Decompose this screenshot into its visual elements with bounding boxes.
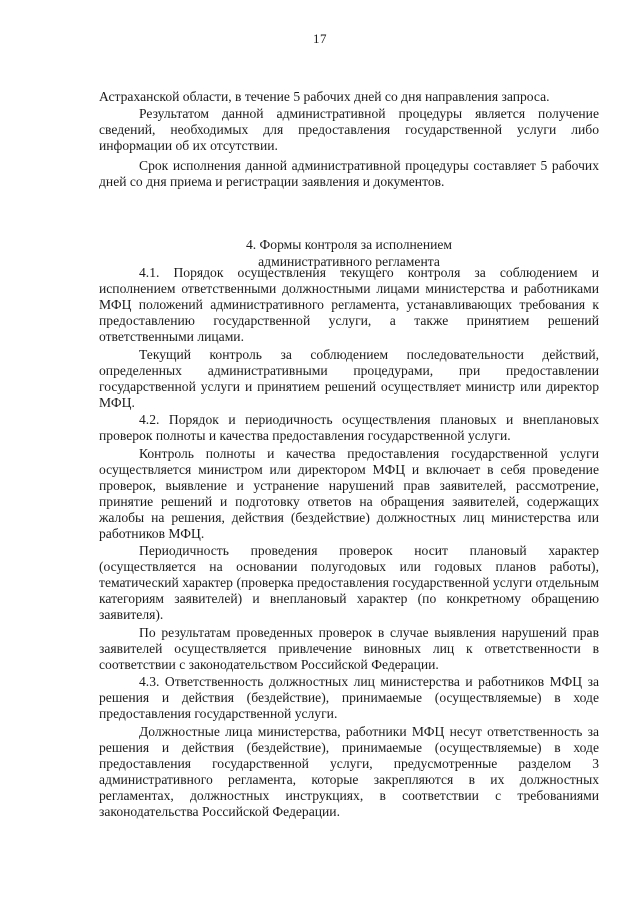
paragraph-4-1: 4.1. Порядок осуществления текущего контроля за соблюдением и исполнением ответственными должностными лицами министерства и работниками МФЦ положений административного регламента, устанавливающих требования к предоставлению государственной услуги, а также принятием решений ответственными лицами. (99, 265, 599, 344)
section-heading-line-2: административного регламента (258, 254, 440, 269)
paragraph-officials-responsibility: Должностные лица министерства, работники МФЦ несут ответственность за решения и действия (бездействие), принимаемые (осуществляемые) в ходе предоставления государственной услуги, предусмотренные разделом 3 административного регламента, которые закрепляются в их должностных регламентах, должностных инструкциях, в соответствии с требованиями законодательства Российской Федерации. (99, 723, 599, 819)
intro-text-block (99, 89, 599, 190)
paragraph-4-2: 4.2. Порядок и периодичность осуществления плановых и внеплановых проверок полноты и качества предоставления государственной услуги. (99, 412, 599, 443)
paragraph-periodicity: Периодичность проведения проверок носит плановый характер (осуществляется на основании полугодовых или годовых планов работы), тематический характер (проверка предоставления государственной услуги отдельным категориям заявителей) и внеплановый характер (по конкретному обращению заявителя). (99, 543, 599, 622)
paragraph-result: Результатом данной административной процедуры является получение сведений, необходимых для предоставления государственной услуги либо информации об их отсутствии. (99, 106, 599, 153)
section-heading-line-1: 4. Формы контроля за исполнением (245, 237, 453, 252)
paragraph-continuation: Астраханской области, в течение 5 рабочих дней со дня направления запроса. (99, 89, 550, 104)
paragraph-term: Срок исполнения данной административной процедуры составляет 5 рабочих дней со дня приема и регистрации заявления и документов. (99, 158, 599, 189)
paragraph-4-3: 4.3. Ответственность должностных лиц министерства и работников МФЦ за решения и действия (бездействие), принимаемые (осуществляемые) в ходе предоставления государственной услуги. (99, 674, 599, 721)
page-number: 17 (313, 31, 327, 46)
section-body (99, 265, 599, 820)
paragraph-quality-control: Контроль полноты и качества предоставления государственной услуги осуществляется министром или директором МФЦ и включает в себя проведение проверок, выявление и устранение нарушений прав заявителей, рассмотрение, принятие решений и подготовку ответов на обращения заявителей, содержащих жалобы на решения, действия (бездействие) должностных лиц министерства или работников МФЦ. (99, 445, 599, 541)
paragraph-current-control: Текущий контроль за соблюдением последовательности действий, определенных административными процедурами, при предоставлении государственной услуги и принятием решений осуществляет министр или директор МФЦ. (99, 346, 599, 410)
paragraph-check-results: По результатам проведенных проверок в случае выявления нарушений прав заявителей осуществляется привлечение виновных лиц к ответственности в соответствии с законодательством Российской Федерации. (99, 624, 599, 672)
